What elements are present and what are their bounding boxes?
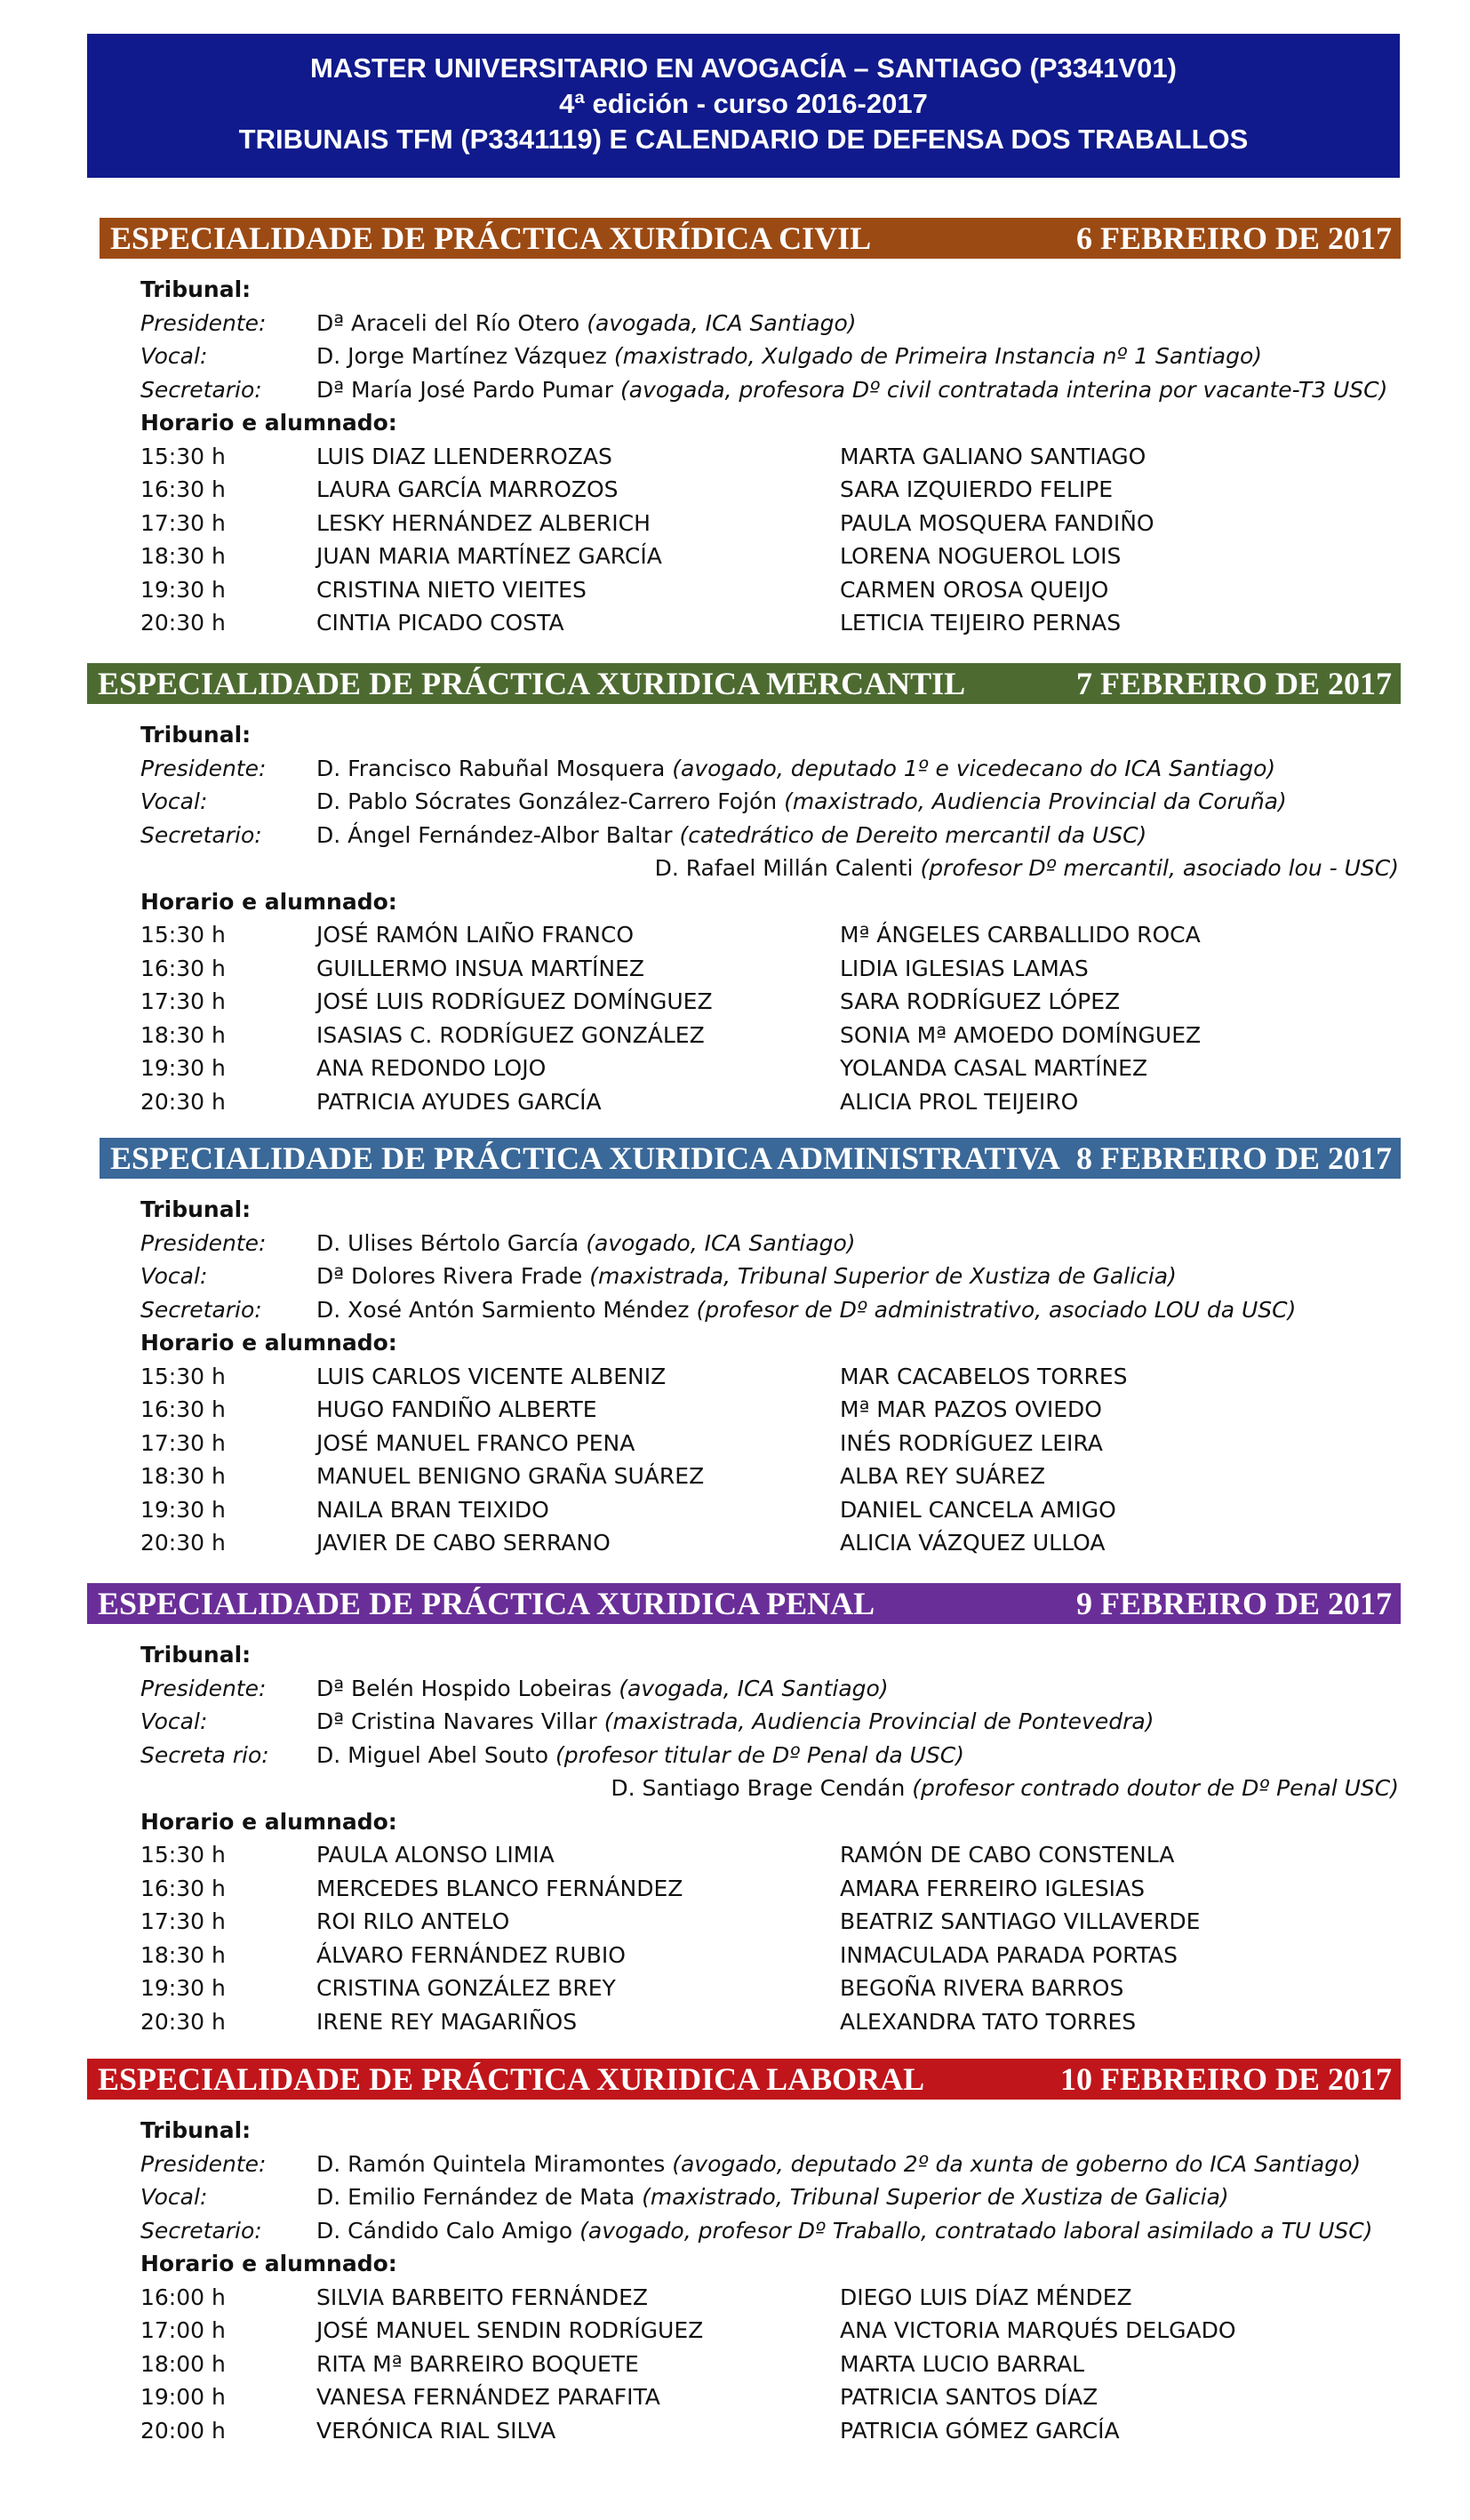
- extra-member-entry: [655, 852, 1399, 885]
- student-name: AMARA FERREIRO IGLESIAS: [840, 1875, 1145, 1901]
- schedule-label: Horario e alumnado:: [140, 410, 397, 436]
- schedule-time: 19:30 h: [140, 576, 226, 603]
- student-name: MARTA GALIANO SANTIAGO: [840, 443, 1146, 469]
- section-body: [0, 273, 1470, 640]
- member-role: Presidente:: [140, 755, 267, 781]
- schedule-time: 15:30 h: [140, 1363, 226, 1389]
- member-role: Secretario:: [140, 821, 262, 848]
- schedule-time: 16:30 h: [140, 955, 226, 981]
- schedule-time: 19:30 h: [140, 1496, 226, 1523]
- schedule-row: [0, 2281, 1470, 2315]
- schedule-time: 19:30 h: [140, 1975, 226, 2001]
- tribunal-label: Tribunal:: [140, 722, 252, 748]
- member-row: [0, 1705, 1470, 1739]
- member-note: (avogada, profesora Dº civil contratada interina por vacante-T3 USC): [619, 376, 1388, 403]
- schedule-time: 15:30 h: [140, 922, 226, 948]
- student-name: JOSÉ MANUEL SENDIN RODRÍGUEZ: [316, 2317, 704, 2343]
- student-name: ALICIA PROL TEIJEIRO: [840, 1088, 1079, 1115]
- schedule-row: [0, 1526, 1470, 1560]
- student-name: PATRICIA AYUDES GARCÍA: [316, 1088, 602, 1115]
- section-title: ESPECIALIDADE DE PRÁCTICA XURÍDICA CIVIL: [110, 220, 872, 256]
- member-role: Secretario:: [140, 1296, 262, 1323]
- member-note: (profesor titular de Dº Penal da USC): [555, 1741, 964, 1768]
- schedule-row: [0, 440, 1470, 474]
- schedule-row: [0, 507, 1470, 540]
- student-name: INMACULADA PARADA PORTAS: [840, 1941, 1178, 1968]
- member-name: Dª Dolores Rivera Frade: [316, 1263, 590, 1289]
- student-name: ALEXANDRA TATO TORRES: [840, 2008, 1137, 2035]
- member-role: Presidente:: [140, 1229, 267, 1256]
- schedule-time: 17:30 h: [140, 509, 226, 536]
- member-row: [0, 340, 1470, 373]
- student-name: INÉS RODRÍGUEZ LEIRA: [840, 1429, 1103, 1456]
- student-name: RAMÓN DE CABO CONSTENLA: [840, 1842, 1175, 1868]
- extra-member-note: (profesor Dº mercantil, asociado lou - USC): [920, 855, 1399, 881]
- member-note: (avogada, ICA Santiago): [619, 1675, 889, 1701]
- student-name: JOSÉ MANUEL FRANCO PENA: [316, 1429, 635, 1456]
- member-note: (avogado, ICA Santiago): [586, 1229, 856, 1256]
- student-name: CRISTINA NIETO VIEITES: [316, 576, 587, 603]
- member-role: Vocal:: [140, 2184, 208, 2210]
- member-name: Dª Araceli del Río Otero: [316, 309, 587, 336]
- member-name: Dª María José Pardo Pumar: [316, 376, 620, 403]
- student-name: BEGOÑA RIVERA BARROS: [840, 1975, 1124, 2001]
- schedule-time: 16:00 h: [140, 2284, 226, 2310]
- schedule-label: Horario e alumnado:: [140, 1808, 397, 1835]
- tribunal-row: [0, 1638, 1470, 1672]
- schedule-row: [0, 918, 1470, 952]
- student-name: PATRICIA GÓMEZ GARCÍA: [840, 2417, 1120, 2444]
- section-date: 6 FEBREIRO DE 2017: [1075, 220, 1392, 256]
- member-name: D. Francisco Rabuñal Mosquera: [316, 755, 673, 781]
- member-note: (avogada, ICA Santiago): [587, 309, 857, 336]
- member-role: Secretario:: [140, 2217, 262, 2244]
- schedule-time: 17:30 h: [140, 988, 226, 1014]
- student-name: SONIA Mª AMOEDO DOMÍNGUEZ: [840, 1021, 1202, 1048]
- member-note: (maxistrado, Tribunal Superior de Xustiza de Galicia): [642, 2184, 1229, 2210]
- schedule-time: 18:30 h: [140, 1941, 226, 1968]
- member-name: D. Ángel Fernández-Albor Baltar: [316, 821, 680, 848]
- section-title-bar: [100, 1138, 1401, 1179]
- student-name: Mª ÁNGELES CARBALLIDO ROCA: [840, 922, 1201, 948]
- member-row: [0, 1260, 1470, 1293]
- student-name: GUILLERMO INSUA MARTÍNEZ: [316, 955, 645, 981]
- member-entry: [316, 2180, 1229, 2214]
- member-note: (maxistrada, Audiencia Provincial de Pontevedra): [603, 1708, 1154, 1734]
- schedule-row: [0, 606, 1470, 640]
- student-name: MANUEL BENIGNO GRAÑA SUÁREZ: [316, 1463, 705, 1489]
- extra-member-entry: [611, 1772, 1399, 1805]
- member-entry: [316, 340, 1262, 373]
- member-row: [0, 1672, 1470, 1706]
- member-row: [0, 1293, 1470, 1327]
- tribunal-label: Tribunal:: [140, 276, 252, 302]
- student-name: NAILA BRAN TEIXIDO: [316, 1496, 549, 1523]
- schedule-time: 20:30 h: [140, 2008, 226, 2035]
- schedule-time: 18:00 h: [140, 2350, 226, 2377]
- schedule-time: 18:30 h: [140, 1021, 226, 1048]
- member-row-extra: [0, 1772, 1470, 1805]
- student-name: MERCEDES BLANCO FERNÁNDEZ: [316, 1875, 683, 1901]
- section-title: ESPECIALIDADE DE PRÁCTICA XURIDICA ADMINISTRATIVA: [110, 1140, 1060, 1176]
- member-row: [0, 1739, 1470, 1772]
- member-role: Vocal:: [140, 1708, 208, 1734]
- student-name: DANIEL CANCELA AMIGO: [840, 1496, 1116, 1523]
- member-row: [0, 2180, 1470, 2214]
- schedule-time: 20:30 h: [140, 610, 226, 636]
- schedule-row: [0, 1939, 1470, 1972]
- student-name: CARMEN OROSA QUEIJO: [840, 576, 1109, 603]
- member-row: [0, 1227, 1470, 1260]
- section-body: [0, 2114, 1470, 2447]
- member-role: Secretario:: [140, 376, 262, 403]
- schedule-label-row: [0, 1326, 1470, 1360]
- member-name: D. Xosé Antón Sarmiento Méndez: [316, 1296, 697, 1323]
- section-title: ESPECIALIDADE DE PRÁCTICA XURIDICA MERCANTIL: [98, 666, 966, 701]
- schedule-row: [0, 1838, 1470, 1872]
- student-name: MARTA LUCIO BARRAL: [840, 2350, 1085, 2377]
- schedule-row: [0, 1460, 1470, 1493]
- extra-member-name: D. Rafael Millán Calenti: [654, 855, 921, 881]
- member-row: [0, 2148, 1470, 2181]
- tribunal-row: [0, 1193, 1470, 1227]
- schedule-time: 18:30 h: [140, 543, 226, 569]
- schedule-row: [0, 473, 1470, 507]
- student-name: LETICIA TEIJEIRO PERNAS: [840, 610, 1122, 636]
- schedule-row: [0, 2380, 1470, 2414]
- schedule-time: 16:30 h: [140, 1396, 226, 1422]
- section-body: [0, 1638, 1470, 2038]
- student-name: LORENA NOGUEROL LOIS: [840, 543, 1122, 569]
- student-name: SARA RODRÍGUEZ LÓPEZ: [840, 988, 1121, 1014]
- student-name: VERÓNICA RIAL SILVA: [316, 2417, 556, 2444]
- student-name: JAVIER DE CABO SERRANO: [316, 1530, 611, 1556]
- member-row-extra: [0, 852, 1470, 885]
- schedule-row: [0, 1019, 1470, 1052]
- schedule-row: [0, 985, 1470, 1019]
- header-edition: 4ª edición - curso 2016-2017: [559, 88, 928, 119]
- member-role: Vocal:: [140, 788, 208, 814]
- student-name: ANA REDONDO LOJO: [316, 1055, 547, 1081]
- schedule-time: 17:30 h: [140, 1429, 226, 1456]
- student-name: RITA Mª BARREIRO BOQUETE: [316, 2350, 639, 2377]
- section-title: ESPECIALIDADE DE PRÁCTICA XURIDICA LABORAL: [98, 2061, 925, 2097]
- student-name: HUGO FANDIÑO ALBERTE: [316, 1396, 597, 1422]
- tribunal-label: Tribunal:: [140, 1196, 252, 1222]
- member-row: [0, 2214, 1470, 2248]
- schedule-time: 19:00 h: [140, 2384, 226, 2410]
- member-note: (profesor de Dº administrativo, asociado LOU da USC): [696, 1296, 1297, 1323]
- member-note: (avogado, deputado 1º e vicedecano do ICA Santiago): [672, 755, 1276, 781]
- schedule-row: [0, 1493, 1470, 1527]
- extra-member-note: (profesor contrado doutor de Dº Penal USC): [912, 1775, 1399, 1801]
- student-name: JUAN MARIA MARTÍNEZ GARCÍA: [316, 543, 662, 569]
- schedule-label-row: [0, 1805, 1470, 1839]
- schedule-label: Horario e alumnado:: [140, 2251, 397, 2276]
- section-title-bar: [87, 663, 1401, 704]
- schedule-row: [0, 1905, 1470, 1939]
- tribunal-row: [0, 273, 1470, 307]
- student-name: ÁLVARO FERNÁNDEZ RUBIO: [316, 1941, 626, 1968]
- student-name: DIEGO LUIS DÍAZ MÉNDEZ: [840, 2284, 1132, 2310]
- member-name: D. Jorge Martínez Vázquez: [316, 343, 614, 369]
- member-role: Presidente:: [140, 1675, 267, 1701]
- section-date: 9 FEBREIRO DE 2017: [1075, 1586, 1392, 1621]
- member-note: (maxistrado, Audiencia Provincial da Coruña): [784, 788, 1287, 814]
- member-entry: [316, 1260, 1177, 1293]
- tribunal-row: [0, 718, 1470, 752]
- schedule-time: 19:30 h: [140, 1055, 226, 1081]
- member-entry: [316, 2148, 1361, 2181]
- schedule-row: [0, 2348, 1470, 2381]
- section-date: 10 FEBREIRO DE 2017: [1059, 2061, 1392, 2097]
- schedule-row: [0, 2314, 1470, 2348]
- student-name: SILVIA BARBEITO FERNÁNDEZ: [316, 2284, 649, 2310]
- student-name: JOSÉ LUIS RODRÍGUEZ DOMÍNGUEZ: [316, 988, 713, 1014]
- member-name: D. Miguel Abel Souto: [316, 1741, 555, 1768]
- student-name: Mª MAR PAZOS OVIEDO: [840, 1396, 1102, 1422]
- member-entry: [316, 1293, 1296, 1327]
- student-name: IRENE REY MAGARIÑOS: [316, 2008, 578, 2035]
- member-entry: [316, 373, 1387, 407]
- schedule-label-row: [0, 885, 1470, 919]
- section-title-bar: [87, 2059, 1401, 2100]
- member-row: [0, 785, 1470, 819]
- schedule-row: [0, 540, 1470, 573]
- schedule-row: [0, 573, 1470, 607]
- student-name: VANESA FERNÁNDEZ PARAFITA: [316, 2384, 660, 2410]
- member-role: Presidente:: [140, 2150, 267, 2177]
- student-name: ALICIA VÁZQUEZ ULLOA: [840, 1530, 1106, 1556]
- member-entry: [316, 2214, 1373, 2248]
- schedule-label-row: [0, 406, 1470, 440]
- schedule-time: 18:30 h: [140, 1463, 226, 1489]
- member-row: [0, 307, 1470, 340]
- member-name: D. Ulises Bértolo García: [316, 1229, 587, 1256]
- schedule-row: [0, 2414, 1470, 2448]
- student-name: JOSÉ RAMÓN LAIÑO FRANCO: [316, 922, 634, 948]
- section-title-bar: [100, 218, 1401, 259]
- member-role: Vocal:: [140, 343, 208, 369]
- student-name: MAR CACABELOS TORRES: [840, 1363, 1128, 1389]
- schedule-label-row: [0, 2247, 1470, 2281]
- student-name: BEATRIZ SANTIAGO VILLAVERDE: [840, 1908, 1201, 1934]
- member-entry: [316, 1227, 856, 1260]
- schedule-time: 15:30 h: [140, 1842, 226, 1868]
- member-entry: [316, 819, 1146, 852]
- member-row: [0, 752, 1470, 786]
- schedule-time: 20:30 h: [140, 1530, 226, 1556]
- schedule-label: Horario e alumnado:: [140, 1330, 397, 1356]
- member-entry: [316, 307, 857, 340]
- student-name: PAULA ALONSO LIMIA: [316, 1842, 555, 1868]
- section-date: 8 FEBREIRO DE 2017: [1075, 1140, 1392, 1176]
- member-role: Secreta rio:: [140, 1741, 269, 1768]
- student-name: LIDIA IGLESIAS LAMAS: [840, 955, 1089, 981]
- member-note: (maxistrada, Tribunal Superior de Xustiza de Galicia): [589, 1263, 1177, 1289]
- schedule-time: 17:30 h: [140, 1908, 226, 1934]
- schedule-row: [0, 1972, 1470, 2005]
- header-subtitle: TRIBUNAIS TFM (P3341119) E CALENDARIO DE DEFENSA DOS TRABALLOS: [238, 124, 1249, 155]
- schedule-row: [0, 1427, 1470, 1460]
- member-entry: [316, 1705, 1154, 1739]
- student-name: CRISTINA GONZÁLEZ BREY: [316, 1975, 616, 2001]
- member-role: Vocal:: [140, 1263, 208, 1289]
- section-body: [0, 718, 1470, 1118]
- tribunal-row: [0, 2114, 1470, 2148]
- section-title: ESPECIALIDADE DE PRÁCTICA XURIDICA PENAL: [98, 1586, 875, 1621]
- member-name: Dª Cristina Navares Villar: [316, 1708, 604, 1734]
- section-body: [0, 1193, 1470, 1560]
- student-name: PATRICIA SANTOS DÍAZ: [840, 2384, 1099, 2410]
- member-entry: [316, 1672, 889, 1706]
- section-title-bar: [87, 1583, 1401, 1624]
- schedule-row: [0, 1393, 1470, 1427]
- student-name: PAULA MOSQUERA FANDIÑO: [840, 509, 1154, 536]
- member-note: (avogado, deputado 2º da xunta de goberno do ICA Santiago): [672, 2150, 1362, 2177]
- member-name: D. Emilio Fernández de Mata: [316, 2184, 643, 2210]
- tribunal-label: Tribunal:: [140, 2117, 252, 2143]
- member-note: (maxistrado, Xulgado de Primeira Instancia nº 1 Santiago): [613, 343, 1263, 369]
- member-name: D. Cándido Calo Amigo: [316, 2217, 580, 2244]
- schedule-time: 20:30 h: [140, 1088, 226, 1115]
- schedule-time: 20:00 h: [140, 2417, 226, 2444]
- member-role: Presidente:: [140, 309, 267, 336]
- student-name: LUIS CARLOS VICENTE ALBENIZ: [316, 1363, 667, 1389]
- student-name: SARA IZQUIERDO FELIPE: [840, 476, 1114, 502]
- schedule-time: 17:00 h: [140, 2317, 226, 2343]
- student-name: CINTIA PICADO COSTA: [316, 610, 564, 636]
- schedule-row: [0, 1872, 1470, 1906]
- schedule-time: 16:30 h: [140, 1875, 226, 1901]
- schedule-label: Horario e alumnado:: [140, 888, 397, 915]
- schedule-row: [0, 2005, 1470, 2039]
- schedule-row: [0, 952, 1470, 986]
- student-name: YOLANDA CASAL MARTÍNEZ: [840, 1055, 1148, 1081]
- schedule-row: [0, 1085, 1470, 1119]
- member-row: [0, 373, 1470, 407]
- header-title: MASTER UNIVERSITARIO EN AVOGACÍA – SANTIAGO (P3341V01): [310, 52, 1177, 84]
- member-name: D. Ramón Quintela Miramontes: [316, 2150, 673, 2177]
- member-name: D. Pablo Sócrates González-Carrero Fojón: [316, 788, 785, 814]
- member-name: Dª Belén Hospido Lobeiras: [316, 1675, 619, 1701]
- extra-member-name: D. Santiago Brage Cendán: [611, 1775, 913, 1801]
- member-entry: [316, 752, 1275, 786]
- student-name: LUIS DIAZ LLENDERROZAS: [316, 443, 612, 469]
- section-date: 7 FEBREIRO DE 2017: [1075, 666, 1392, 701]
- member-entry: [316, 785, 1287, 819]
- schedule-time: 15:30 h: [140, 443, 226, 469]
- student-name: ANA VICTORIA MARQUÉS DELGADO: [840, 2317, 1236, 2343]
- document-header: [87, 34, 1400, 178]
- schedule-time: 16:30 h: [140, 476, 226, 502]
- member-note: (catedrático de Dereito mercantil da USC): [679, 821, 1147, 848]
- schedule-row: [0, 1052, 1470, 1085]
- student-name: ISASIAS C. RODRÍGUEZ GONZÁLEZ: [316, 1021, 705, 1048]
- member-entry: [316, 1739, 964, 1772]
- student-name: ROI RILO ANTELO: [316, 1908, 510, 1934]
- student-name: LAURA GARCÍA MARROZOS: [316, 476, 619, 502]
- student-name: ALBA REY SUÁREZ: [840, 1463, 1046, 1489]
- member-row: [0, 819, 1470, 852]
- member-note: (avogado, profesor Dº Traballo, contratado laboral asimilado a TU USC): [579, 2217, 1373, 2244]
- schedule-row: [0, 1360, 1470, 1394]
- tribunal-label: Tribunal:: [140, 1642, 252, 1668]
- student-name: LESKY HERNÁNDEZ ALBERICH: [316, 509, 651, 536]
